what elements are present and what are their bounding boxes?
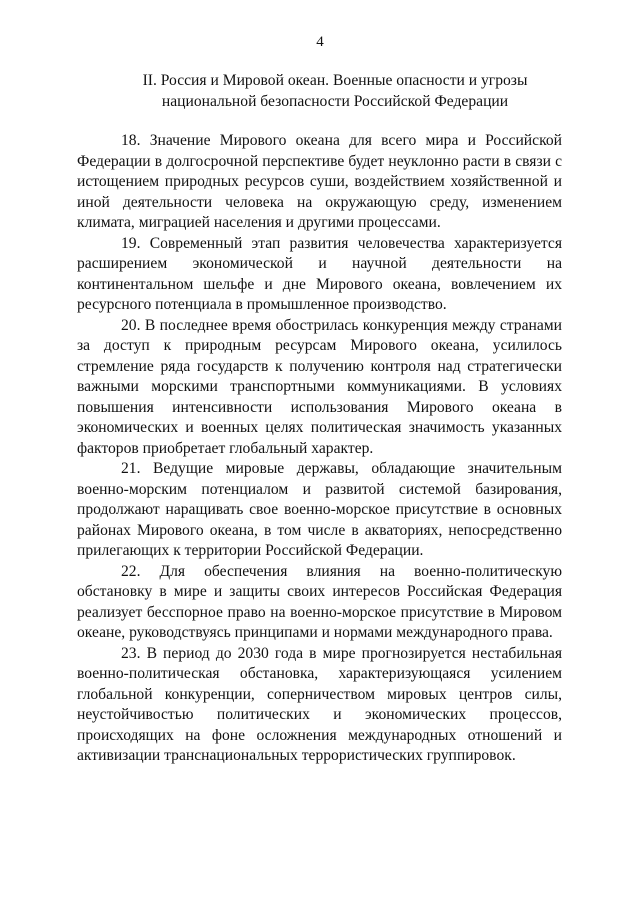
page-number: 4 [316, 34, 324, 50]
section-heading-line-1: II. Россия и Мировой океан. Военные опасности и угрозы [142, 72, 528, 89]
paragraph-21: 21. Ведущие мировые державы, обладающие значительным военно-морским потенциалом и развитой системой базирования, продолжают наращивать свое военно-морское присутствие в основных районах Мирового океана, в том числе в акваториях, непосредственно прилегающих к территории Российской Федерации. [77, 460, 562, 559]
paragraph-20: 20. В последнее время обострилась конкуренция между странами за доступ к природным ресурсам Мирового океана, усилилось стремление ряда государств к получению контроля над стратегически важными морскими транспортными коммуникациями. В условиях повышения интенсивности использования Мирового океана в экономических и военных целях политическая значимость указанных факторов приобретает глобальный характер. [77, 316, 562, 457]
paragraph-23: 23. В период до 2030 года в мире прогнозируется нестабильная военно-политическая обстановка, характеризующаяся усилением глобальной конкуренции, соперничеством мировых центров силы, неустойчивостью политических и экономических процессов, происходящих на фоне осложнения международных отношений и активизации транснациональных террористических группировок. [77, 644, 562, 764]
section-heading [100, 70, 570, 112]
section-heading-line-2: национальной безопасности Российской Федерации [161, 93, 509, 110]
document-body [77, 131, 562, 767]
paragraph-18: 18. Значение Мирового океана для всего мира и Российской Федерации в долгосрочной перспективе будет неуклонно расти в связи с истощением природных ресурсов суши, воздействием хозяйственной и иной деятельности человека на окружающую среду, изменением климата, миграцией населения и другими процессами. [77, 132, 562, 231]
paragraph-19: 19. Современный этап развития человечества характеризуется расширением экономической и научной деятельности на континентальном шельфе и дне Мирового океана, вовлечением их ресурсного потенциала в промышленное производство. [77, 234, 562, 313]
paragraph-22: 22. Для обеспечения влияния на военно-политическую обстановку в мире и защиты своих интересов Российская Федерация реализует бесспорное право на военно-морское присутствие в Мировом океане, руководствуясь принципами и нормами международного права. [77, 562, 562, 641]
